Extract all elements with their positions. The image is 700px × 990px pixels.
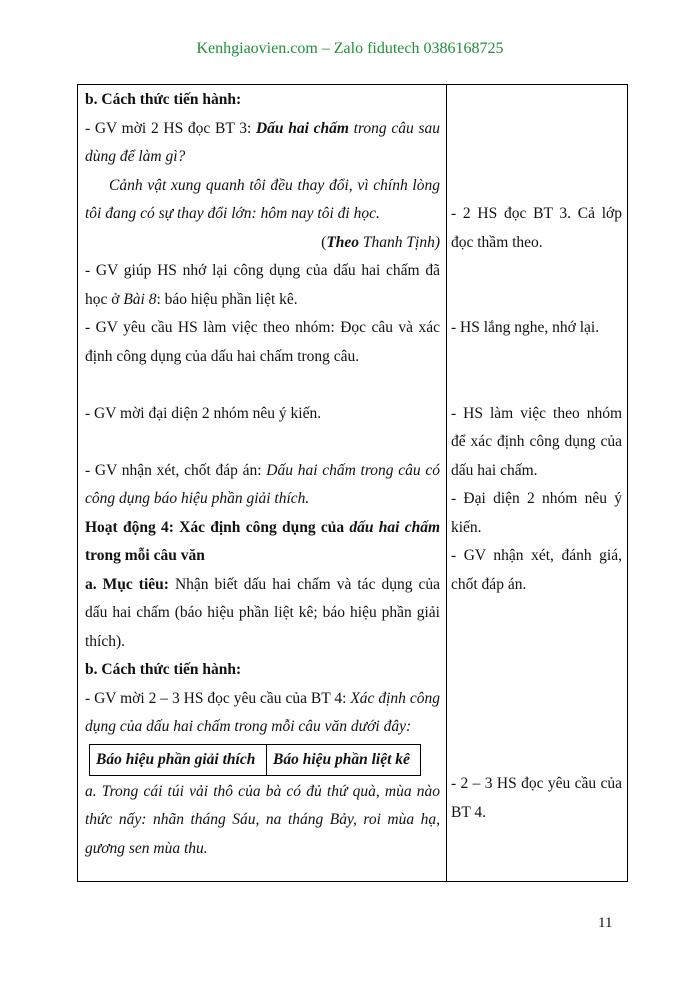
- student-response-3: - HS làm việc theo nhóm để xác định công dụng của dấu hai chấm.: [451, 404, 622, 479]
- exercise-4-prompt: - GV mời 2 – 3 HS đọc yêu cầu của BT 4: Xác định công dụng của dấu hai chấm trong mỗi câu văn dưới đây:: [85, 689, 440, 735]
- activity-4-heading: Hoạt động 4: Xác định công dụng của dấu hai chấm trong mỗi câu văn: [85, 518, 440, 564]
- exercise-3-prompt: - GV mời 2 HS đọc BT 3: Dấu hai chấm trong câu sau dùng để làm gì?: [85, 119, 440, 165]
- goal-paragraph: a. Mục tiêu: Nhận biết dấu hai chấm và tác dụng của dấu hai chấm (báo hiệu phần liệt kê; báo hiệu phần giải thích).: [85, 575, 440, 650]
- student-response-2: - HS lắng nghe, nhớ lại.: [451, 319, 600, 336]
- section-b-title: b. Cách thức tiến hành:: [85, 91, 242, 108]
- student-response-6: - 2 – 3 HS đọc yêu cầu của BT 4.: [451, 775, 622, 821]
- section-b2-title: b. Cách thức tiến hành:: [85, 661, 242, 678]
- table-header-explanation: Báo hiệu phần giải thích: [90, 744, 267, 775]
- spacer: [85, 428, 440, 457]
- student-response-1: - 2 HS đọc BT 3. Cả lớp đọc thầm theo.: [451, 205, 622, 251]
- student-activity-column: [451, 86, 622, 827]
- spacer: [451, 599, 622, 770]
- spacer: [451, 257, 622, 314]
- spacer: [451, 343, 622, 400]
- sentence-a: a. Trong cái túi vải thô của bà có đủ thứ quà, mùa nào thức nấy: nhãn tháng Sáu, na tháng Bảy, roi mùa hạ, gương sen mùa thu.: [85, 782, 440, 857]
- recall-step: - GV giúp HS nhớ lại công dụng của dấu hai chấm đã học ở Bài 8: báo hiệu phần liệt kê.: [85, 262, 440, 308]
- student-response-4: - Đại diện 2 nhóm nêu ý kiến.: [451, 490, 622, 536]
- column-divider: [446, 84, 447, 882]
- page-header: Kenhgiaovien.com – Zalo fidutech 0386168725: [196, 40, 504, 57]
- group-work-step: - GV yêu cầu HS làm việc theo nhóm: Đọc câu và xác định công dụng của dấu hai chấm trong câu.: [85, 319, 440, 365]
- quote-source: (Theo Thanh Tịnh): [321, 233, 440, 251]
- spacer: [85, 371, 440, 400]
- quote-text: Cảnh vật xung quanh tôi đều thay đổi, vì chính lòng tôi đang có sự thay đổi lớn: hôm nay tôi đi học.: [85, 176, 440, 222]
- classification-table: [89, 744, 421, 776]
- present-step: - GV mời đại diện 2 nhóm nêu ý kiến.: [85, 404, 322, 422]
- conclusion-step: - GV nhận xét, chốt đáp án: Dấu hai chấm trong câu có công dụng báo hiệu phần giải thích.: [85, 461, 440, 507]
- teacher-activity-column: [85, 86, 440, 863]
- table-header-listing: Báo hiệu phần liệt kê: [267, 744, 421, 775]
- page-number: 11: [598, 915, 613, 931]
- spacer: [451, 86, 622, 200]
- student-response-5: - GV nhận xét, đánh giá, chốt đáp án.: [451, 547, 622, 593]
